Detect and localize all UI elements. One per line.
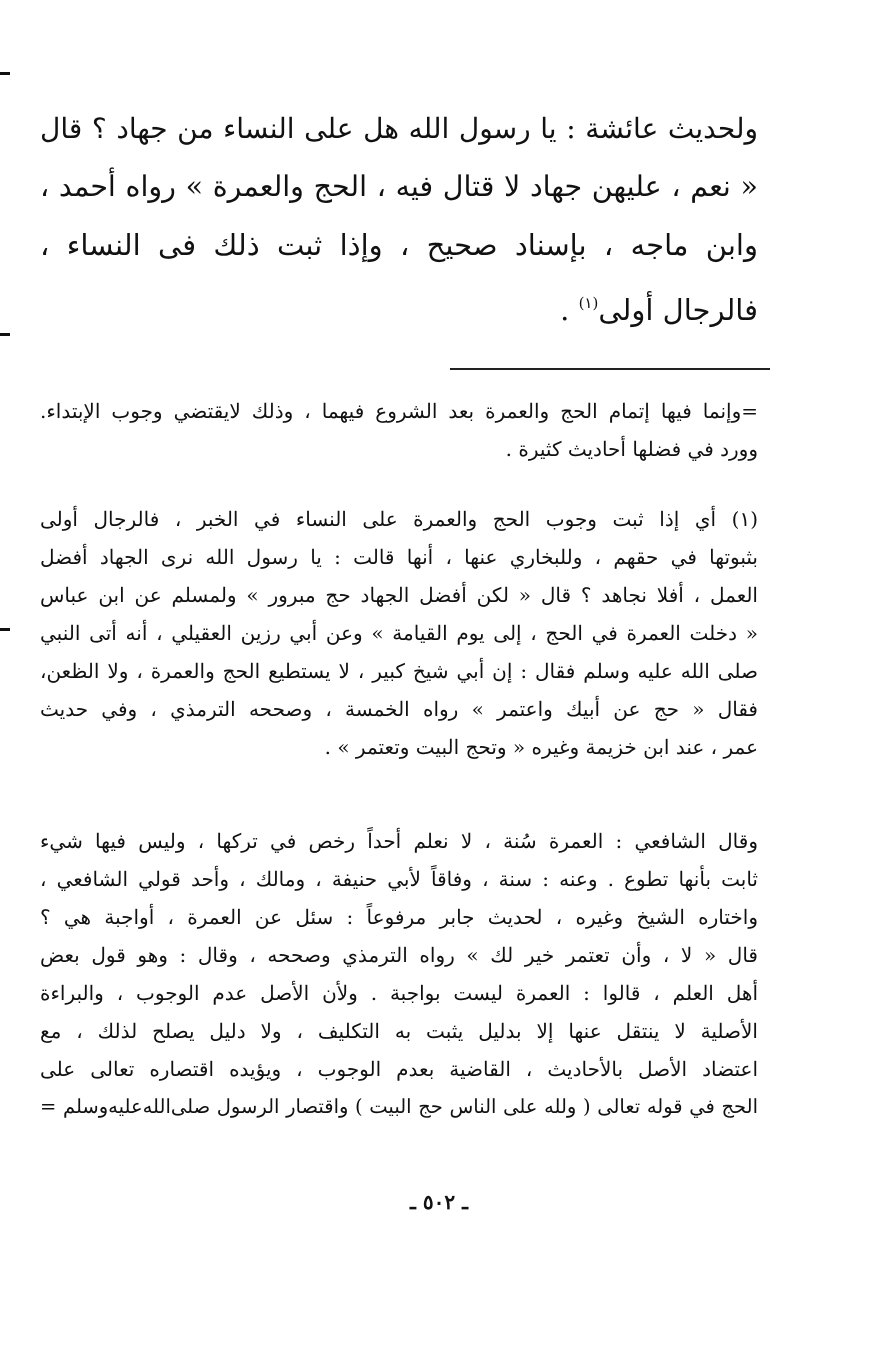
footnote-separator xyxy=(450,368,770,370)
footnote-line: أهل العلم ، قالوا : العمرة ليست بواجبة . ولأن الأصل عدم الوجوب ، والبراءة xyxy=(40,981,758,1005)
footnote-line: « دخلت العمرة في الحج ، إلى يوم القيامة » وعن أبي رزين العقيلي ، أنه أتى النبي xyxy=(40,621,758,645)
footnote-line: الحج في قوله تعالى ( ولله على الناس حج البيت ) واقتصار الرسول صلى‌الله‌عليه‌وسلم = xyxy=(40,1095,758,1118)
footnote-line: واختاره الشيخ وغيره ، لحديث جابر مرفوعاً : سئل عن العمرة ، أواجبة هي ؟ xyxy=(40,905,758,929)
footnote-line: بثبوتها في حقهم ، وللبخاري عنها ، أنها قالت : يا رسول الله نرى الجهاد أفضل xyxy=(40,545,758,569)
scan-edge-mark xyxy=(0,628,10,631)
footnote-line: فقال « حج عن أبيك واعتمر » رواه الخمسة ، وصححه الترمذي ، وفي حديث xyxy=(40,697,758,721)
page-number: ـ ٥٠٢ ـ xyxy=(410,1190,468,1214)
footnote-line: صلى الله عليه وسلم فقال : إن أبي شيخ كبير ، لا يستطيع الحج والعمرة ، ولا الظعن، xyxy=(40,659,758,683)
main-line: « نعم ، عليهن جهاد لا قتال فيه ، الحج والعمرة » رواه أحمد ، xyxy=(40,170,758,203)
footnote-line: قال « لا ، وأن تعتمر خير لك » رواه الترمذي وصححه ، وقال : وهو قول بعض xyxy=(40,943,758,967)
scan-edge-mark xyxy=(0,333,10,336)
footnote-line: وورد في فضلها أحاديث كثيرة . xyxy=(505,437,758,461)
main-line: ولحديث عائشة : يا رسول الله هل على النساء من جهاد ؟ قال xyxy=(40,112,758,145)
footnote-reference: (١) xyxy=(578,294,599,312)
main-line xyxy=(40,274,758,332)
footnote-line: العمل ، أفلا نجاهد ؟ قال « لكن أفضل الجهاد حج مبرور » ولمسلم عن ابن عباس xyxy=(40,583,758,607)
footnote-line: =وإنما فيها إتمام الحج والعمرة بعد الشروع فيهما ، وذلك لايقتضي وجوب الإبتداء. xyxy=(40,399,758,423)
main-line-end: . xyxy=(560,293,579,327)
footnote-1 xyxy=(40,500,758,766)
footnote-paragraph xyxy=(40,822,758,1126)
main-paragraph xyxy=(40,100,758,332)
footnote-line: عمر ، عند ابن خزيمة وغيره « وتحج البيت وتعتمر » . xyxy=(324,735,758,759)
footnote-line: الأصلية لا ينتقل عنها إلا بدليل يثبت به التكليف ، ولا دليل يصلح لذلك ، مع xyxy=(40,1019,758,1043)
main-line-text: فالرجال أولى xyxy=(598,293,758,327)
footnote-line: وقال الشافعي : العمرة سُنة ، لا نعلم أحداً رخص في تركها ، وليس فيها شيء xyxy=(40,829,758,853)
footnote-continuation xyxy=(40,392,758,468)
scan-edge-mark xyxy=(0,72,10,75)
footnote-line: اعتضاد الأصل بالأحاديث ، القاضية بعدم الوجوب ، ويؤيده اقتصاره تعالى على xyxy=(40,1057,758,1081)
main-line: وابن ماجه ، بإسناد صحيح ، وإذا ثبت ذلك فى النساء ، xyxy=(40,228,758,262)
footnote-line: ثابت بأنها تطوع . وعنه : سنة ، وفاقاً لأبي حنيفة ، ومالك ، وأحد قولي الشافعي ، xyxy=(40,867,758,891)
footnote-line: (١) أي إذا ثبت وجوب الحج والعمرة على النساء في الخبر ، فالرجال أولى xyxy=(40,507,758,531)
